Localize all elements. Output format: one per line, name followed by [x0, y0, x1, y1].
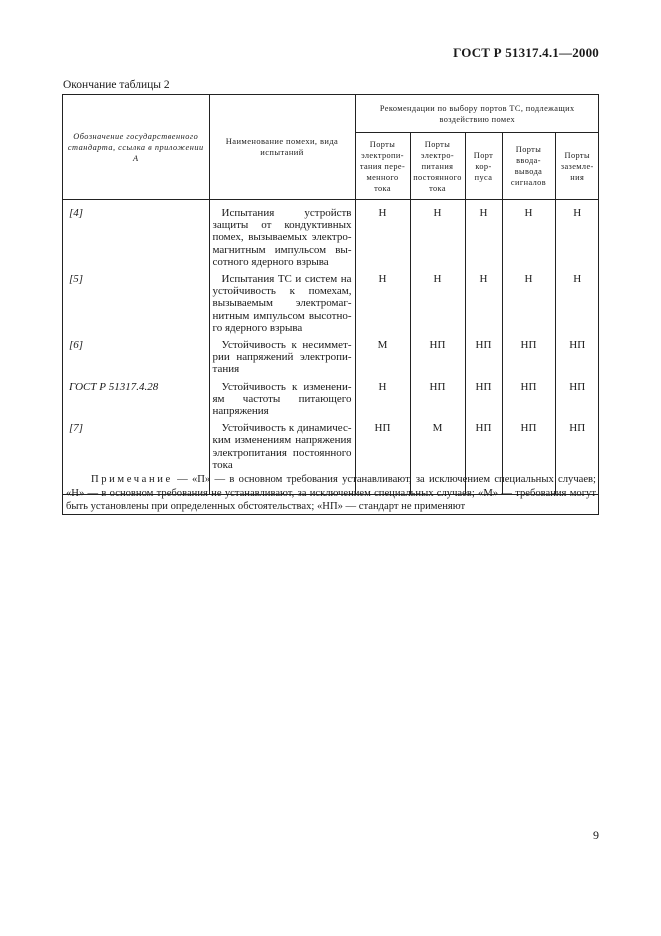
- row-value-enclosure: Н: [465, 200, 502, 274]
- column-header-earth-ports: Порты заземле-ния: [555, 133, 599, 200]
- row-value-ac-power: Н: [355, 381, 410, 423]
- row-value-ac-power: М: [355, 339, 410, 381]
- column-header-io-signal-ports: Порты ввода-вывода сигналов: [502, 133, 555, 200]
- table-note: [66, 473, 596, 514]
- row-value-ac-power: Н: [355, 200, 410, 274]
- row-standard-ref: [5]: [63, 273, 209, 339]
- page-number: 9: [593, 828, 599, 842]
- row-value-io-signal: НП: [502, 339, 555, 381]
- row-value-ac-power: НП: [355, 422, 410, 476]
- row-value-dc-power: Н: [410, 200, 465, 274]
- column-header-test-name: Наименование помехи, вида испытаний: [209, 95, 355, 200]
- row-value-dc-power: НП: [410, 339, 465, 381]
- table-row: [63, 273, 599, 339]
- table-row: [63, 422, 599, 476]
- row-standard-ref: [6]: [63, 339, 209, 381]
- row-value-io-signal: НП: [502, 422, 555, 476]
- row-value-enclosure: НП: [465, 422, 502, 476]
- row-value-enclosure: Н: [465, 273, 502, 339]
- document-code: ГОСТ Р 51317.4.1—2000: [453, 45, 599, 60]
- row-value-dc-power: НП: [410, 381, 465, 423]
- row-value-dc-power: Н: [410, 273, 465, 339]
- column-header-standard-ref: Обозначение государственного стандарта, ссылка в приложении А: [63, 95, 209, 200]
- table-frame: [62, 94, 599, 515]
- row-value-dc-power: М: [410, 422, 465, 476]
- row-value-ac-power: Н: [355, 273, 410, 339]
- row-standard-ref: ГОСТ Р 51317.4.28: [63, 381, 209, 423]
- row-test-name: Испытания устройств защиты от кондуктивных помех, вызываемых электро-магнитным импульсом вы-сотного ядерного взрыва: [209, 200, 355, 274]
- column-header-enclosure-port: Порт кор-пуса: [465, 133, 502, 200]
- row-test-name: Устойчивость к динамичес-ким изменениям напряжения электропитания постоянного тока: [209, 422, 355, 476]
- row-value-earth: Н: [573, 207, 582, 219]
- table-row: [63, 381, 599, 423]
- row-value-enclosure: НП: [465, 381, 502, 423]
- table-row: [63, 200, 599, 274]
- row-test-name: Устойчивость к изменени-ям частоты питающего напряжения: [209, 381, 355, 423]
- row-standard-ref: [4]: [63, 200, 209, 274]
- recommendations-table: [63, 95, 599, 495]
- row-value-io-signal: Н: [502, 200, 555, 274]
- row-test-name: Испытания ТС и систем на устойчивость к помехам, вызываемым электромаг-нитным импульсом высотно-го ядерного взрыва: [209, 273, 355, 339]
- table-caption: Окончание таблицы 2: [63, 79, 170, 91]
- column-group-header-ports: Рекомендации по выбору портов ТС, подлежащих воздействию помех: [355, 95, 599, 133]
- row-value-earth: НП: [569, 339, 586, 352]
- row-value-earth: Н: [573, 273, 582, 286]
- note-label: Примечание: [91, 474, 173, 485]
- row-value-io-signal: Н: [502, 273, 555, 339]
- note-text: — «П» — в основном требования устанавливают, за исключением специальных случаев; «Н» — в основном требования не устанавливают, за исключением специальных случаев; «М» — требования могут быть установлены при определенных обстоятельствах; «НП» — стандарт не применяют: [66, 474, 596, 513]
- row-standard-ref: [7]: [63, 422, 209, 476]
- column-header-ac-power-ports: Порты электропи-тания пере-менного тока: [355, 133, 410, 200]
- row-value-earth: НП: [569, 380, 586, 393]
- row-test-name: Устойчивость к несиммет-рии напряжений электропи-тания: [209, 339, 355, 381]
- table-row: [63, 339, 599, 381]
- row-value-earth: НП: [569, 422, 586, 435]
- row-value-io-signal: НП: [502, 381, 555, 423]
- row-value-enclosure: НП: [465, 339, 502, 381]
- column-header-dc-power-ports: Порты электро-питания постоянного тока: [410, 133, 465, 200]
